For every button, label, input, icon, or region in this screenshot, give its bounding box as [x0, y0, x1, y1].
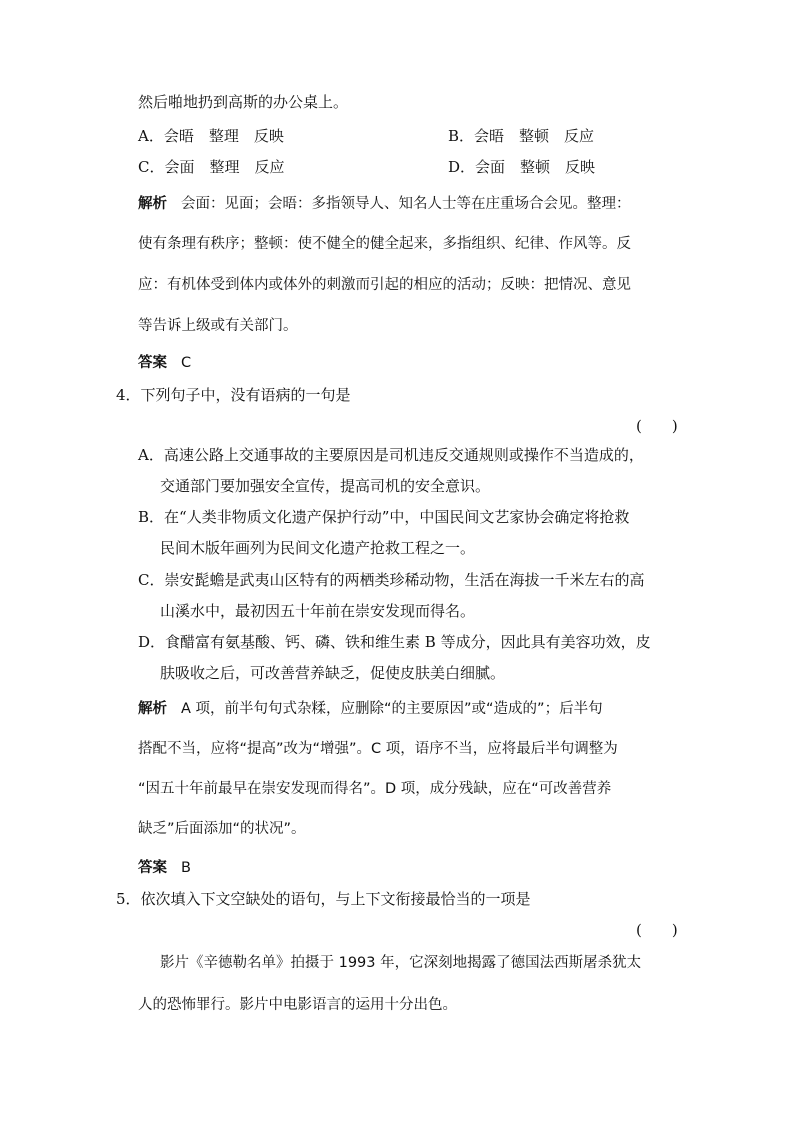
q4-option-b-line-2: 民间木版年画列为民间文化遗产抢救工程之一。	[160, 539, 476, 557]
q3-option-b: B．会晤 整顿 反应	[448, 127, 595, 145]
q4-option-c-line-1: C．崇安髭蟾是武夷山区特有的两栖类珍稀动物，生活在海拔一千米左右的高	[138, 571, 645, 589]
q3-analysis-line-3: 应：有机体受到体内或体外的刺激而引起的相应的活动；反映：把情况、意见	[138, 277, 631, 293]
q4-analysis-line-2: 搭配不当，应将“提高”改为“增强”。C 项，语序不当，应将最后半句调整为	[138, 741, 618, 757]
q4-answer	[138, 858, 191, 878]
q3-analysis-line-1	[138, 194, 631, 214]
q5-passage-line-1: 影片《辛德勒名单》拍摄于 1993 年，它深刻地揭露了德国法西斯屠杀犹太	[160, 955, 642, 971]
q5-stem	[116, 889, 531, 909]
q4-option-a-line-1: A．高速公路上交通事故的主要原因是司机违反交通规则或操作不当造成的，	[138, 446, 644, 464]
q4-stem	[116, 385, 351, 405]
q3-option-c: C．会面 整理 反应	[138, 158, 285, 176]
q4-answer-value: B	[181, 860, 191, 876]
q4-answer-paren: ( )	[636, 417, 678, 435]
q4-option-c-line-2: 山溪水中，最初因五十年前在崇安发现而得名。	[160, 602, 476, 620]
q3-analysis-text-1: 会面：见面；会晤：多指领导人、知名人士等在庄重场合会见。整理：	[181, 196, 631, 212]
q3-answer	[138, 353, 191, 373]
q5-stem-text: 依次填入下文空缺处的语句，与上下文衔接最恰当的一项是	[140, 890, 531, 908]
q5-passage-line-2: 人的恐怖罪行。影片中电影语言的运用十分出色。	[138, 997, 457, 1013]
q4-stem-text: 下列句子中，没有语病的一句是	[140, 386, 351, 404]
q3-analysis-line-4: 等告诉上级或有关部门。	[138, 318, 298, 334]
q3-stem-tail: 然后啪地扔到高斯的办公桌上。	[138, 93, 349, 111]
q4-answer-label: 答案	[138, 860, 167, 876]
q4-analysis-line-3: “因五十年前最早在崇安发现而得名”。D 项，成分残缺，应在“可改善营养	[138, 781, 612, 797]
q5-number: 5．	[116, 890, 141, 908]
q3-option-a: A．会晤 整理 反映	[138, 127, 284, 145]
q4-option-a-line-2: 交通部门要加强安全宣传，提高司机的安全意识。	[160, 477, 491, 495]
q3-analysis-line-2: 使有条理有秩序；整顿：使不健全的健全起来，多指组织、纪律、作风等。反	[138, 236, 631, 252]
q4-option-d-line-1: D．食醋富有氨基酸、钙、磷、铁和维生素 B 等成分，因此具有美容功效，皮	[138, 633, 651, 651]
q4-option-d-line-2: 肤吸收之后，可改善营养缺乏，促使皮肤美白细腻。	[160, 664, 506, 682]
q3-analysis-label: 解析	[138, 196, 167, 212]
q4-analysis-line-4: 缺乏”后面添加“的状况”。	[138, 821, 306, 837]
q4-number: 4．	[116, 386, 141, 404]
q5-answer-paren: ( )	[636, 921, 678, 939]
q4-analysis-line-1	[138, 699, 603, 719]
q4-analysis-label: 解析	[138, 701, 167, 717]
q3-option-d: D．会面 整顿 反映	[448, 158, 596, 176]
q4-analysis-text-1: A 项，前半句句式杂糅，应删除“的主要原因”或“造成的”；后半句	[181, 701, 603, 717]
q3-answer-value: C	[181, 355, 192, 371]
q3-answer-label: 答案	[138, 355, 167, 371]
q4-option-b-line-1: B．在“人类非物质文化遗产保护行动”中，中国民间文艺家协会确定将抢救	[138, 508, 630, 526]
